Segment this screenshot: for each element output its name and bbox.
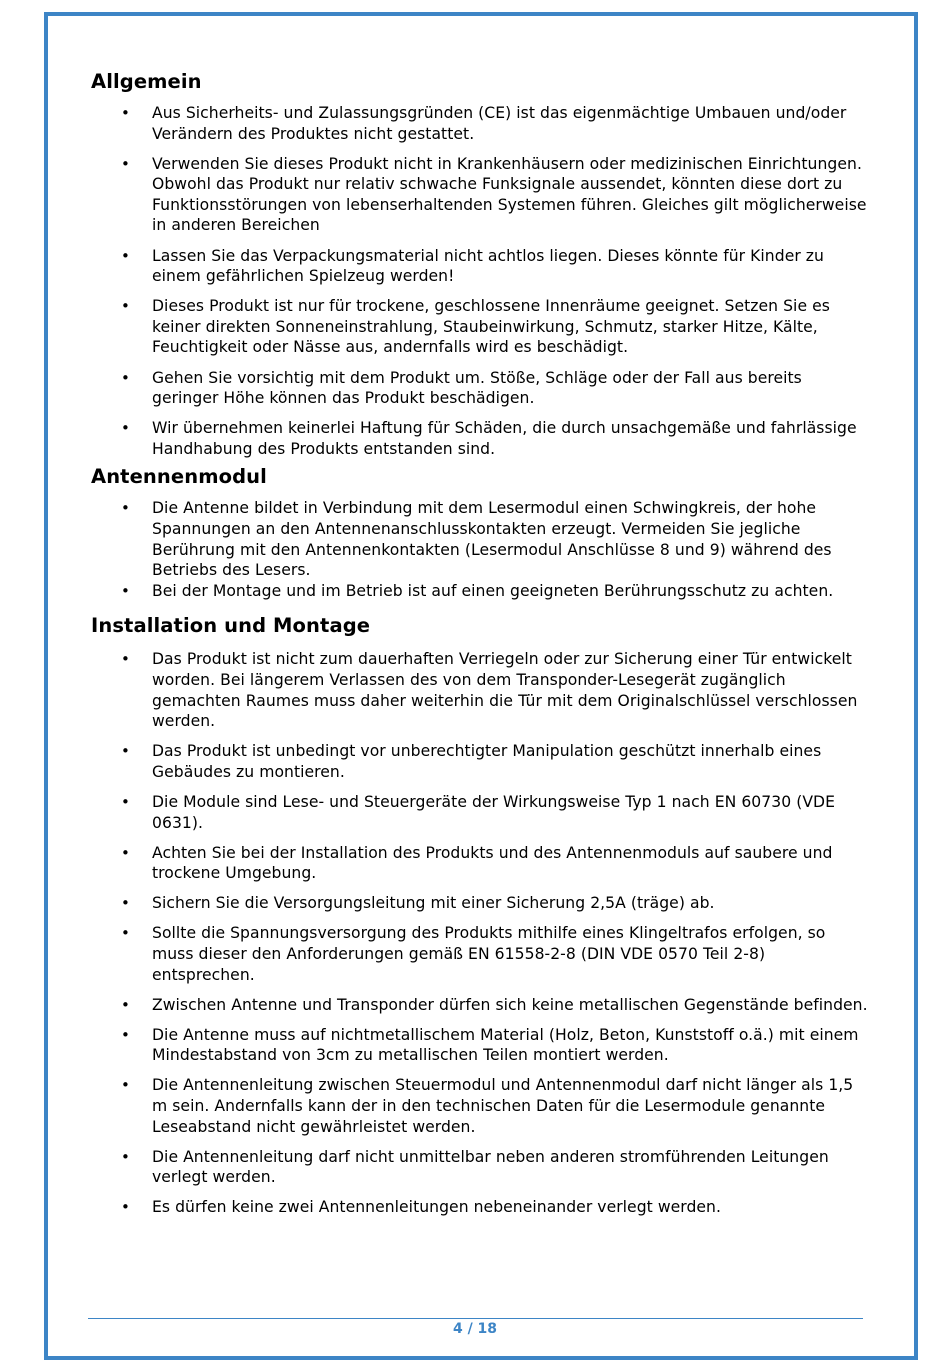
list-item: • Achten Sie bei der Installation des Produkts und des Antennenmoduls auf saubere und trockene Umgebung. [91, 843, 871, 884]
section-allgemein [91, 70, 871, 459]
list-item: • Lassen Sie das Verpackungsmaterial nicht achtlos liegen. Dieses könnte für Kinder zu einem gefährlichen Spielzeug werden! [91, 246, 871, 287]
footer-divider [88, 1318, 863, 1319]
section-heading: Antennenmodul [91, 465, 267, 489]
list-item: • Bei der Montage und im Betrieb ist auf einen geeigneten Berührungsschutz zu achten. [91, 581, 871, 602]
bullet-list [91, 649, 871, 1218]
list-item: • Das Produkt ist nicht zum dauerhaften Verriegeln oder zur Sicherung einer Tür entwickelt worden. Bei längerem Verlassen des von dem Transponder-Lesegerät zugänglich gemachten Raumes muss daher weiterhin die Tür mit dem Originalschlüssel verschlossen werden. [91, 649, 871, 731]
list-item: • Das Produkt ist unbedingt vor unberechtigter Manipulation geschützt innerhalb eines Gebäudes zu montieren. [91, 741, 871, 782]
section-heading: Installation und Montage [91, 614, 371, 638]
list-item: • Die Antennenleitung darf nicht unmittelbar neben anderen stromführenden Leitungen verlegt werden. [91, 1147, 871, 1188]
section-antennenmodul [91, 465, 871, 601]
list-item: • Die Module sind Lese- und Steuergeräte der Wirkungsweise Typ 1 nach EN 60730 (VDE 0631). [91, 792, 871, 833]
list-item: • Wir übernehmen keinerlei Haftung für Schäden, die durch unsachgemäße und fahrlässige Handhabung des Produkts entstanden sind. [91, 418, 871, 459]
list-item: • Dieses Produkt ist nur für trockene, geschlossene Innenräume geeignet. Setzen Sie es keiner direkten Sonneneinstrahlung, Staubeinwirkung, Schmutz, starker Hitze, Kälte, Feuchtigkeit oder Nässe aus, andernfalls wird es beschädigt. [91, 296, 871, 358]
list-item: • Sichern Sie die Versorgungsleitung mit einer Sicherung 2,5A (träge) ab. [91, 893, 871, 914]
list-item: • Die Antennenleitung zwischen Steuermodul und Antennenmodul darf nicht länger als 1,5 m sein. Andernfalls kann der in den technischen Daten für die Lesermodule genannte Leseabstand nicht gewährleistet werden. [91, 1075, 871, 1137]
page-number: 4 / 18 [452, 1321, 498, 1337]
list-item: • Es dürfen keine zwei Antennenleitungen nebeneinander verlegt werden. [91, 1197, 871, 1218]
document-body [91, 70, 871, 1228]
bullet-list [91, 103, 871, 459]
list-item: • Die Antenne muss auf nichtmetallischem Material (Holz, Beton, Kunststoff o.ä.) mit einem Mindestabstand von 3cm zu metallischen Teilen montiert werden. [91, 1025, 871, 1066]
list-item: • Aus Sicherheits- und Zulassungsgründen (CE) ist das eigenmächtige Umbauen und/oder Verändern des Produktes nicht gestattet. [91, 103, 871, 144]
list-item: • Zwischen Antenne und Transponder dürfen sich keine metallischen Gegenstände befinden. [91, 995, 871, 1016]
list-item: • Gehen Sie vorsichtig mit dem Produkt um. Stöße, Schläge oder der Fall aus bereits geringer Höhe können das Produkt beschädigen. [91, 368, 871, 409]
section-heading: Allgemein [91, 70, 202, 93]
list-item: • Verwenden Sie dieses Produkt nicht in Krankenhäusern oder medizinischen Einrichtungen. Obwohl das Produkt nur relativ schwache Funksignale aussendet, könnten diese dort zu Funktionsstörungen von lebenserhaltenden Systemen führen. Gleiches gilt möglicherweise in anderen Bereichen [91, 154, 871, 236]
section-installation-montage [91, 614, 871, 1218]
list-item: • Die Antenne bildet in Verbindung mit dem Lesermodul einen Schwingkreis, der hohe Spannungen an den Antennenanschlusskontakten erzeugt. Vermeiden Sie jegliche Berührung mit den Antennenkontakten (Lesermodul Anschlüsse 8 und 9) während des Betriebs des Lesers. [91, 498, 871, 580]
bullet-list [91, 498, 871, 601]
list-item: • Sollte die Spannungsversorgung des Produkts mithilfe eines Klingeltrafos erfolgen, so muss dieser den Anforderungen gemäß EN 61558-2-8 (DIN VDE 0570 Teil 2-8) entsprechen. [91, 923, 871, 985]
